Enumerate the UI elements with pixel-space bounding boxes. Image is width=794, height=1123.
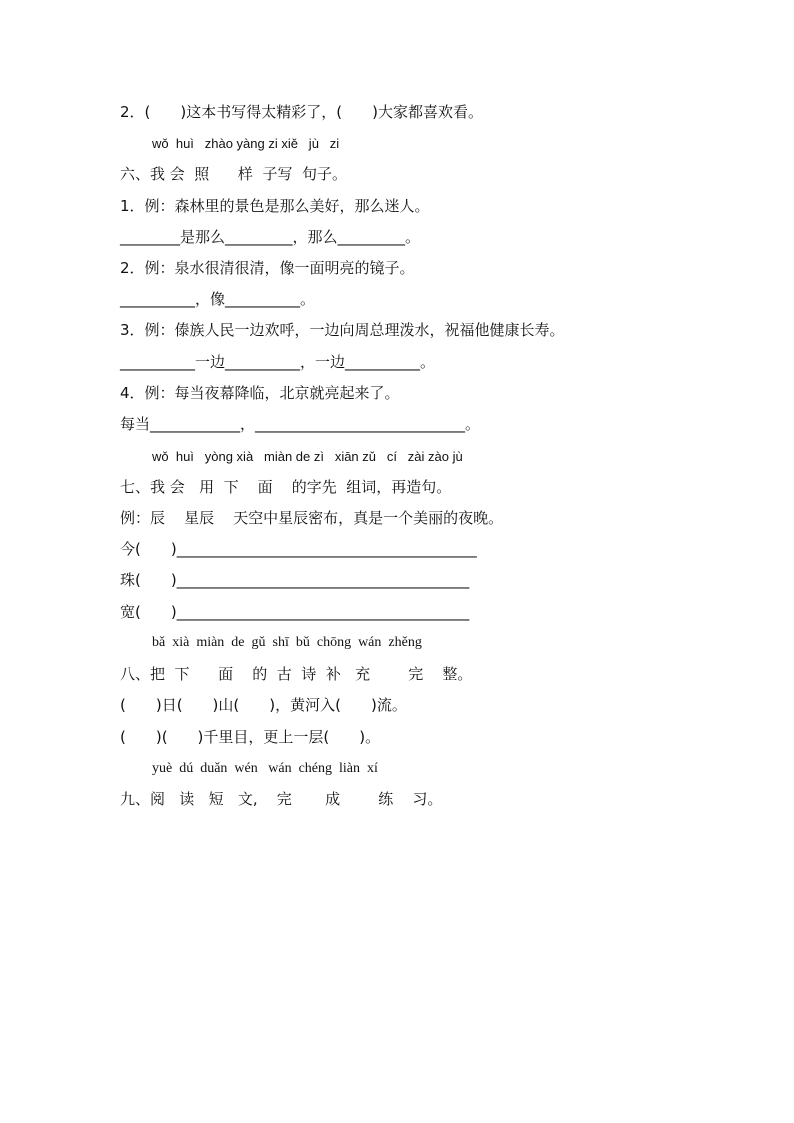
example-1-line: 1．例：森林里的景色是那么美好，那么迷人。 xyxy=(120,197,430,215)
section-7-title: 七、我 会 用 下 面 的字先 组词，再造句。 xyxy=(120,478,452,496)
fill-blank-2-line: __________，像__________。 xyxy=(120,290,316,308)
word-kuan-line: 宽( )_______________________________________ xyxy=(120,603,470,621)
fill-blank-4-line: 每当____________，____________________________。 xyxy=(120,415,481,433)
word-jin-line: 今( )________________________________________ xyxy=(120,540,477,558)
word-zhu-line: 珠( )_______________________________________ xyxy=(120,571,470,589)
pinyin-line-section-6: wǒ huì zhào yàng zi xiě jù zi xyxy=(152,136,340,151)
pinyin-line-section-7: wǒ huì yòng xià miàn de zì xiān zǔ cí zài zào jù xyxy=(152,449,463,464)
section-6-title: 六、我 会 照 样 子写 句子。 xyxy=(120,165,347,183)
section-7-example: 例：辰 星辰 天空中星辰密布，真是一个美丽的夜晚。 xyxy=(120,509,504,527)
section-9-title: 九、阅 读 短 文, 完 成 练 习。 xyxy=(120,790,443,808)
fill-blank-1-line: ________是那么_________，那么_________。 xyxy=(120,228,421,246)
pinyin-line-section-9: yuè dú duǎn wén wán chéng liàn xí xyxy=(152,761,378,776)
example-3-line: 3．例：傣族人民一边欢呼，一边向周总理泼水，祝福他健康长寿。 xyxy=(120,321,565,339)
example-2-line: 2．例：泉水很清很清，像一面明亮的镜子。 xyxy=(120,259,415,277)
question-2-line: 2．( )这本书写得太精彩了，( )大家都喜欢看。 xyxy=(120,103,483,121)
pinyin-line-section-8: bǎ xià miàn de gǔ shī bǔ chōng wán zhěng xyxy=(152,635,422,650)
poem-line-1: ( )日( )山( )，黄河入( )流。 xyxy=(120,696,407,714)
poem-line-2: ( )( )千里目，更上一层( )。 xyxy=(120,728,381,746)
example-4-line: 4．例：每当夜幕降临，北京就亮起来了。 xyxy=(120,384,400,402)
section-8-title: 八、把 下 面 的 古 诗 补 充 完 整。 xyxy=(120,665,473,683)
fill-blank-3-line: __________一边__________，一边__________。 xyxy=(120,353,436,371)
